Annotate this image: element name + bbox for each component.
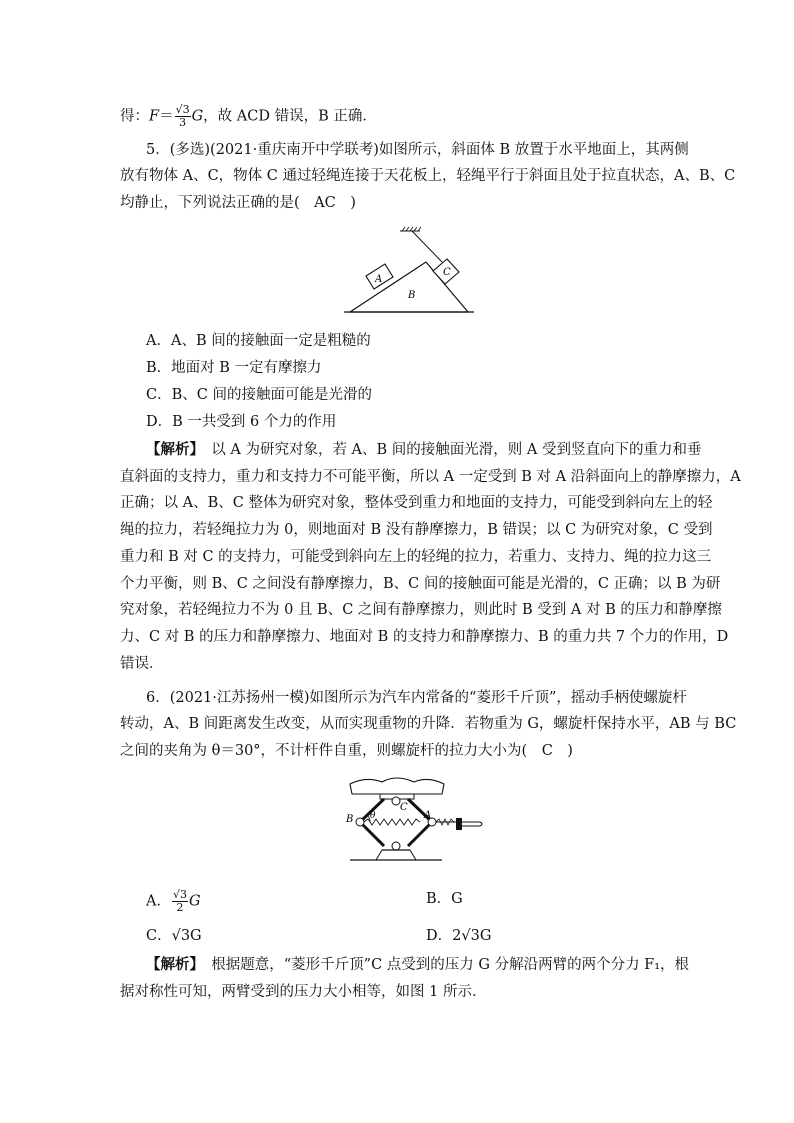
q5-stem-line-3: 均静止，下列说法正确的是( AC ): [120, 195, 356, 211]
q5-analysis-line-4: 绳的拉力，若轻绳拉力为 0，则地面对 B 没有静摩擦力，B 错误；以 C 为研究对象，C 受到: [120, 522, 713, 538]
q6-jack-figure: [330, 770, 490, 866]
q5-label-a: A: [375, 274, 383, 285]
q6-option-b: B．G: [426, 891, 463, 907]
q5-analysis-line-7: 究对象，若轻绳拉力不为 0 且 B、C 之间有静摩擦力，则此时 B 受到 A 对 B 的压力和静摩擦: [120, 602, 722, 618]
q6-option-c: C．√3G: [146, 928, 202, 944]
q6-analysis-line-1: 【解析】 根据题意，“菱形千斤顶”C 点受到的压力 G 分解沿两臂的两个分力 F₁，根: [146, 956, 690, 973]
q5-analysis-line-9: 错误．: [120, 656, 164, 672]
q6-stem-line-3: 之间的夹角为 θ＝30°，不计杆件自重，则螺旋杆的拉力大小为( C ): [120, 743, 573, 759]
analysis-tag: 【解析】: [146, 441, 197, 458]
q5-stem-line-1: 5．(多选)(2021·重庆南开中学联考)如图所示，斜面体 B 放置于水平地面上，其两侧: [146, 142, 689, 158]
q5-analysis-line-1: 【解析】 以 A 为研究对象，若 A、B 间的接触面光滑，则 A 受到竖直向下的重力和垂: [146, 441, 702, 458]
q5-analysis-line-3: 正确；以 A、B、C 整体为研究对象，整体受到重力和地面的支持力，可能受到斜向左上的轻: [120, 495, 713, 511]
q6-label-b: B: [346, 814, 354, 825]
q6-label-c: C: [400, 802, 408, 813]
q6-analysis-line-2: 据对称性可知，两臂受到的压力大小相等，如图 1 所示．: [120, 984, 487, 1000]
q5-option-c: C．B、C 间的接触面可能是光滑的: [146, 387, 372, 403]
q5-analysis-line-8: 力、C 对 B 的压力和静摩擦力、地面对 B 的支持力和静摩擦力、B 的重力共 7 个力的作用，D: [120, 629, 729, 645]
q6-label-theta: θ: [370, 811, 376, 821]
q5-incline-figure: [340, 226, 480, 318]
q6-label-a: A: [424, 810, 432, 821]
q5-label-b: B: [408, 290, 416, 301]
intro-line: 得：F＝ $\frac{√3}{3}$ G，故 ACD 错误，B 正确．: [120, 103, 377, 129]
q5-stem-line-2: 放有物体 A、C，物体 C 通过轻绳连接于天花板上，轻绳平行于斜面且处于拉直状态，A、B、C: [120, 168, 736, 184]
q6-stem-line-1: 6．(2021·江苏扬州一模)如图所示为汽车内常备的“菱形千斤顶”，摇动手柄使螺旋杆: [146, 690, 687, 706]
q5-analysis-line-5: 重力和 B 对 C 的支持力，可能受到斜向左上的轻绳的拉力，若重力、支持力、绳的拉力这三: [120, 549, 712, 565]
q5-option-b: B．地面对 B 一定有摩擦力: [146, 360, 322, 376]
q5-option-d: D．B 一共受到 6 个力的作用: [146, 414, 337, 430]
q5-analysis-line-2: 直斜面的支持力，重力和支持力不可能平衡，所以 A 一定受到 B 对 A 沿斜面向上的静摩擦力，A: [120, 469, 741, 485]
analysis-tag: 【解析】: [146, 956, 197, 973]
q5-analysis-line-6: 个力平衡，则 B、C 之间没有静摩擦力，B、C 间的接触面可能是光滑的，C 正确；以 B 为研: [120, 576, 721, 592]
q5-label-c: C: [443, 267, 451, 278]
q6-stem-line-2: 转动，A、B 间距离发生改变，从而实现重物的升降．若物重为 G，螺旋杆保持水平，AB 与 BC: [120, 716, 737, 732]
q5-option-a: A．A、B 间的接触面一定是粗糙的: [146, 333, 371, 349]
q6-option-d: D．2√3G: [426, 928, 492, 944]
q6-option-a: A． $\frac{√3}{2}$ G: [146, 888, 201, 914]
fraction: $\frac{√3}{3}$: [175, 103, 190, 129]
fraction: $\frac{√3}{2}$: [172, 888, 187, 914]
